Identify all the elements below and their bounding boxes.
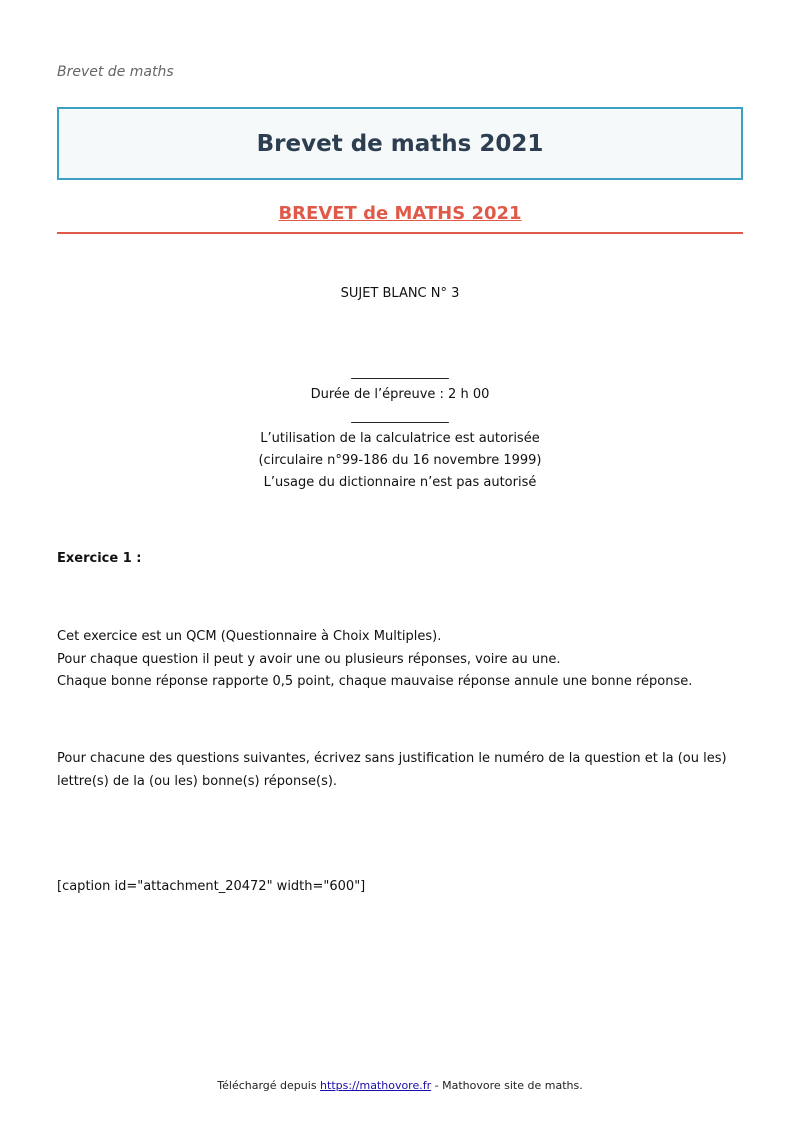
rule-top: _______________ — [351, 365, 449, 380]
rule-bottom: _______________ — [351, 409, 449, 424]
exercise-instruction: Pour chacune des questions suivantes, écrivez sans justification le numéro de la question et la (ou les) lettre(s) de la (ou les) bonne(s) réponse(s). — [57, 751, 727, 789]
intro-line-3: Chaque bonne réponse rapporte 0,5 point, chaque mauvaise réponse annule une bonne réponse. — [57, 674, 693, 689]
calculatrice-text: L’utilisation de la calculatrice est autorisée — [260, 431, 540, 446]
intro-line-2: Pour chaque question il peut y avoir une ou plusieurs réponses, voire au une. — [57, 651, 561, 667]
exercise-intro — [57, 626, 747, 694]
footer-suffix: - Mathovore site de maths. — [431, 1079, 583, 1092]
caption-shortcode: [caption id="attachment_20472" width="600"] — [57, 879, 366, 894]
footer-link[interactable]: https://mathovore.fr — [320, 1079, 432, 1092]
sujet-label: SUJET BLANC N° 3 — [340, 286, 460, 301]
page-title: Brevet de maths 2021 — [256, 130, 544, 157]
duree-text: Durée de l’épreuve : 2 h 00 — [310, 387, 490, 402]
subtitle-section — [57, 203, 743, 234]
exercise-title: Exercice 1 : — [57, 551, 142, 566]
subtitle: BREVET de MATHS 2021 — [278, 203, 522, 224]
footer-prefix: Téléchargé depuis — [217, 1079, 321, 1092]
footer — [0, 1079, 800, 1092]
intro-line-1: Cet exercice est un QCM (Questionnaire à Choix Multiples). — [57, 629, 442, 644]
title-box — [57, 107, 743, 180]
circulaire-text: (circulaire n°99-186 du 16 novembre 1999) — [258, 453, 542, 468]
cover-block — [57, 362, 743, 494]
running-header: Brevet de maths — [57, 64, 174, 80]
dictionnaire-text: L’usage du dictionnaire n’est pas autorisé — [263, 475, 537, 490]
